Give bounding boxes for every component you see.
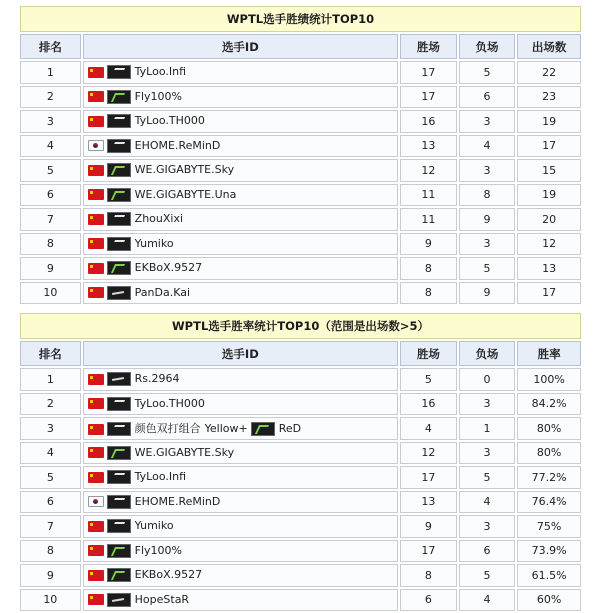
rank-cell: 3: [20, 110, 81, 133]
china-flag-icon: [88, 263, 104, 274]
china-flag-icon: [88, 472, 104, 483]
player-name: EHOME.ReMinD: [134, 138, 221, 152]
winrate-cell: 77.2%: [517, 466, 581, 489]
rank-cell: 5: [20, 466, 81, 489]
losses-cell: 6: [459, 86, 516, 109]
terran-race-icon: [107, 397, 131, 411]
games-cell: 13: [517, 257, 581, 280]
rank-cell: 4: [20, 135, 81, 158]
table-row: [20, 110, 581, 133]
player-cell: [83, 466, 398, 489]
player-name: EHOME.ReMinD: [134, 494, 221, 508]
player-cell: [83, 233, 398, 256]
losses-cell: 3: [459, 393, 516, 416]
table-row: [20, 417, 581, 440]
wins-table: [18, 4, 583, 306]
player-name: WE.GIGABYTE.Sky: [134, 163, 235, 177]
rank-cell: 2: [20, 393, 81, 416]
table-row: [20, 257, 581, 280]
losses-cell: 5: [459, 564, 516, 587]
player-cell: [83, 442, 398, 465]
player-name: Yumiko: [134, 519, 174, 533]
games-cell: 17: [517, 282, 581, 305]
table-row: [20, 86, 581, 109]
korea-flag-icon: [88, 140, 104, 151]
china-flag-icon: [88, 570, 104, 581]
winrate-table-title: WPTL选手胜率统计TOP10（范围是出场数>5）: [20, 313, 581, 339]
terran-race-icon: [107, 470, 131, 484]
wins-cell: 17: [400, 61, 457, 84]
player-name: Fly100%: [134, 89, 182, 103]
wins-cell: 9: [400, 515, 457, 538]
games-cell: 22: [517, 61, 581, 84]
zerg-race-icon: [107, 261, 131, 275]
china-flag-icon: [88, 189, 104, 200]
china-flag-icon: [88, 67, 104, 78]
rank-cell: 7: [20, 515, 81, 538]
table-row: [20, 589, 581, 612]
china-flag-icon: [88, 374, 104, 385]
table-row: [20, 491, 581, 514]
wins-cell: 12: [400, 159, 457, 182]
zerg-race-icon: [107, 446, 131, 460]
rank-cell: 9: [20, 564, 81, 587]
player-name: TyLoo.TH000: [134, 114, 205, 128]
losses-cell: 5: [459, 466, 516, 489]
losses-cell: 4: [459, 491, 516, 514]
player-cell: [83, 257, 398, 280]
player-name: TyLoo.TH000: [134, 396, 205, 410]
player-cell: [83, 184, 398, 207]
protoss-race-icon: [107, 593, 131, 607]
winrate-cell: 100%: [517, 368, 581, 391]
wins-cell: 17: [400, 86, 457, 109]
rank-cell: 1: [20, 368, 81, 391]
table-row: [20, 540, 581, 563]
china-flag-icon: [88, 165, 104, 176]
player-cell: [83, 110, 398, 133]
rank-cell: 6: [20, 184, 81, 207]
col-player-header: 选手ID: [83, 34, 398, 59]
wins-cell: 5: [400, 368, 457, 391]
wins-table-header: [20, 34, 581, 59]
wins-cell: 16: [400, 393, 457, 416]
wins-cell: 8: [400, 257, 457, 280]
korea-flag-icon: [88, 496, 104, 507]
player-name-part: Yellow+: [204, 422, 248, 436]
games-cell: 12: [517, 233, 581, 256]
player-cell: [83, 368, 398, 391]
player-name: EKBoX.9527: [134, 261, 203, 275]
col-wins-header: 胜场: [400, 34, 457, 59]
player-name: 颜色双打组合: [134, 422, 201, 436]
player-cell: [83, 86, 398, 109]
winrate-cell: 61.5%: [517, 564, 581, 587]
table-row: [20, 208, 581, 231]
stats-page: [18, 4, 583, 613]
china-flag-icon: [88, 116, 104, 127]
losses-cell: 6: [459, 540, 516, 563]
games-cell: 19: [517, 110, 581, 133]
losses-cell: 4: [459, 135, 516, 158]
wins-cell: 11: [400, 208, 457, 231]
china-flag-icon: [88, 521, 104, 532]
protoss-race-icon: [107, 286, 131, 300]
player-cell: [83, 61, 398, 84]
table-row: [20, 515, 581, 538]
player-name: Yumiko: [134, 236, 174, 250]
winrate-cell: 73.9%: [517, 540, 581, 563]
player-name: HopeStaR: [134, 592, 190, 606]
table-row: [20, 184, 581, 207]
player-name: TyLoo.Infi: [134, 65, 187, 79]
player-cell: [83, 135, 398, 158]
player-cell: [83, 564, 398, 587]
winrate-cell: 80%: [517, 417, 581, 440]
china-flag-icon: [88, 398, 104, 409]
col-losses-header: 负场: [459, 34, 516, 59]
rank-cell: 10: [20, 282, 81, 305]
table-row: [20, 282, 581, 305]
player-name: Rs.2964: [134, 372, 180, 386]
rank-cell: 3: [20, 417, 81, 440]
losses-cell: 5: [459, 257, 516, 280]
games-cell: 17: [517, 135, 581, 158]
terran-race-icon: [107, 237, 131, 251]
wins-cell: 9: [400, 233, 457, 256]
wins-cell: 8: [400, 564, 457, 587]
rank-cell: 1: [20, 61, 81, 84]
losses-cell: 4: [459, 589, 516, 612]
col-wins-header: 胜场: [400, 341, 457, 366]
losses-cell: 5: [459, 61, 516, 84]
zerg-race-icon: [107, 544, 131, 558]
losses-cell: 9: [459, 282, 516, 305]
zerg-race-icon: [251, 422, 275, 436]
player-name: EKBoX.9527: [134, 568, 203, 582]
zerg-race-icon: [107, 188, 131, 202]
player-name: ZhouXixi: [134, 212, 184, 226]
col-rank-header: 排名: [20, 341, 81, 366]
wins-cell: 6: [400, 589, 457, 612]
col-winrate-header: 胜率: [517, 341, 581, 366]
table-row: [20, 564, 581, 587]
terran-race-icon: [107, 495, 131, 509]
player-cell: [83, 159, 398, 182]
wins-table-title: WPTL选手胜绩统计TOP10: [20, 6, 581, 32]
col-player-header: 选手ID: [83, 341, 398, 366]
wins-cell: 13: [400, 491, 457, 514]
wins-cell: 13: [400, 135, 457, 158]
losses-cell: 3: [459, 442, 516, 465]
table-row: [20, 442, 581, 465]
china-flag-icon: [88, 287, 104, 298]
rank-cell: 4: [20, 442, 81, 465]
terran-race-icon: [107, 139, 131, 153]
terran-race-icon: [107, 422, 131, 436]
china-flag-icon: [88, 91, 104, 102]
player-cell: [83, 540, 398, 563]
rank-cell: 8: [20, 540, 81, 563]
winrate-cell: 75%: [517, 515, 581, 538]
losses-cell: 3: [459, 515, 516, 538]
player-cell: [83, 208, 398, 231]
china-flag-icon: [88, 214, 104, 225]
wins-cell: 8: [400, 282, 457, 305]
losses-cell: 9: [459, 208, 516, 231]
zerg-race-icon: [107, 90, 131, 104]
losses-cell: 3: [459, 233, 516, 256]
table-row: [20, 368, 581, 391]
winrate-table-header: [20, 341, 581, 366]
player-name: WE.GIGABYTE.Sky: [134, 445, 235, 459]
zerg-race-icon: [107, 568, 131, 582]
losses-cell: 0: [459, 368, 516, 391]
col-rank-header: 排名: [20, 34, 81, 59]
terran-race-icon: [107, 65, 131, 79]
china-flag-icon: [88, 238, 104, 249]
games-cell: 23: [517, 86, 581, 109]
rank-cell: 6: [20, 491, 81, 514]
player-name: Fly100%: [134, 543, 182, 557]
winrate-cell: 76.4%: [517, 491, 581, 514]
losses-cell: 3: [459, 110, 516, 133]
winrate-cell: 84.2%: [517, 393, 581, 416]
wins-cell: 12: [400, 442, 457, 465]
losses-cell: 8: [459, 184, 516, 207]
player-name: PanDa.Kai: [134, 285, 191, 299]
rank-cell: 9: [20, 257, 81, 280]
col-losses-header: 负场: [459, 341, 516, 366]
winrate-cell: 80%: [517, 442, 581, 465]
games-cell: 15: [517, 159, 581, 182]
zerg-race-icon: [107, 163, 131, 177]
player-name: TyLoo.Infi: [134, 470, 186, 484]
games-cell: 19: [517, 184, 581, 207]
table-row: [20, 135, 581, 158]
player-cell: [83, 393, 398, 416]
games-cell: 20: [517, 208, 581, 231]
wins-cell: 16: [400, 110, 457, 133]
table-row: [20, 61, 581, 84]
protoss-race-icon: [107, 372, 131, 386]
table-row: [20, 393, 581, 416]
losses-cell: 1: [459, 417, 516, 440]
wins-cell: 17: [400, 466, 457, 489]
terran-race-icon: [107, 212, 131, 226]
table-row: [20, 233, 581, 256]
rank-cell: 2: [20, 86, 81, 109]
terran-race-icon: [107, 519, 131, 533]
player-name: WE.GIGABYTE.Una: [134, 187, 237, 201]
player-cell: [83, 282, 398, 305]
rank-cell: 10: [20, 589, 81, 612]
col-games-header: 出场数: [517, 34, 581, 59]
terran-race-icon: [107, 114, 131, 128]
player-cell: [83, 589, 398, 612]
wins-cell: 11: [400, 184, 457, 207]
losses-cell: 3: [459, 159, 516, 182]
player-cell: [83, 491, 398, 514]
rank-cell: 5: [20, 159, 81, 182]
rank-cell: 7: [20, 208, 81, 231]
rank-cell: 8: [20, 233, 81, 256]
player-cell: [83, 515, 398, 538]
china-flag-icon: [88, 447, 104, 458]
china-flag-icon: [88, 545, 104, 556]
player-cell: [83, 417, 398, 440]
table-row: [20, 159, 581, 182]
china-flag-icon: [88, 424, 104, 435]
player-name-part: ReD: [278, 422, 302, 436]
wins-cell: 17: [400, 540, 457, 563]
winrate-table: [18, 311, 583, 613]
winrate-cell: 60%: [517, 589, 581, 612]
wins-cell: 4: [400, 417, 457, 440]
table-row: [20, 466, 581, 489]
